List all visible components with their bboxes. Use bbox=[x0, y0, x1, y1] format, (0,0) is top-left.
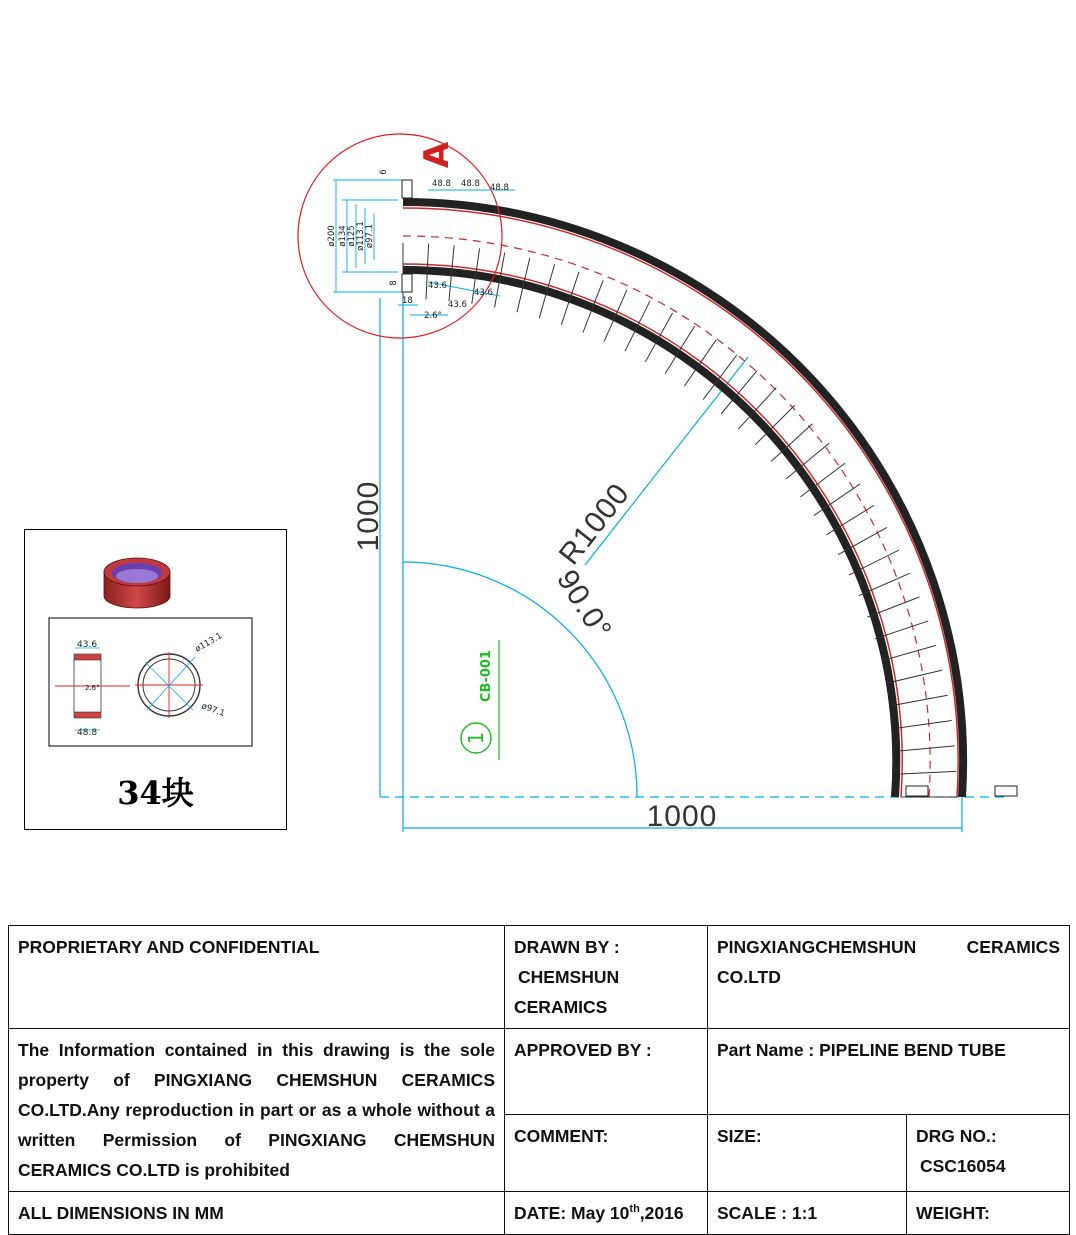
company-name-line2: CO.LTD bbox=[717, 967, 781, 987]
dim-angle-small: 2.6° bbox=[424, 311, 442, 321]
size-label: SIZE: bbox=[717, 1126, 762, 1147]
title-block bbox=[8, 925, 1070, 1235]
dim-d200: ø200 bbox=[327, 225, 337, 247]
radius-label: R1000 bbox=[552, 477, 637, 572]
part-tag-number: 1 bbox=[464, 731, 488, 745]
date-superscript: th bbox=[629, 1203, 640, 1216]
segment-inset-figure bbox=[25, 530, 288, 768]
segment-joint bbox=[899, 746, 955, 751]
dim-seg-bottom-3: 43.6 bbox=[474, 288, 493, 298]
dim-d134: ø134 bbox=[338, 225, 348, 247]
inset-dim-bottom: 48.8 bbox=[77, 728, 98, 738]
company-cell bbox=[708, 926, 1070, 1029]
dim-d97: ø97.1 bbox=[365, 223, 375, 249]
scale-cell bbox=[708, 1192, 907, 1235]
drg-no-value: CSC16054 bbox=[920, 1156, 1006, 1177]
comment-label: COMMENT: bbox=[514, 1126, 609, 1147]
dim-gap: 8 bbox=[389, 280, 399, 286]
confidential-notice: The Information contained in this drawing is the sole property of PINGXIANG CHEMSHUN CERAMICS CO.LTD.Any reproduction in part or as a whole without a written Permission of PINGXIANG CHEMSHUN CERAMICS CO.LTD is prohibited bbox=[18, 1040, 495, 1180]
detail-label: A bbox=[417, 141, 457, 169]
segment-joint bbox=[893, 695, 948, 705]
dim-offset: 18 bbox=[402, 296, 413, 306]
segment-joint bbox=[896, 720, 951, 728]
drawn-by-label: DRAWN BY : bbox=[514, 937, 620, 957]
date-prefix: DATE: May 10 bbox=[514, 1203, 630, 1223]
part-tag-code: CB-001 bbox=[479, 650, 494, 702]
comment-cell bbox=[505, 1115, 708, 1192]
ring-3d-icon bbox=[104, 558, 170, 608]
segment-count: 34块 bbox=[117, 774, 194, 812]
weight-cell bbox=[907, 1192, 1070, 1235]
vertical-dimension: 1000 bbox=[352, 480, 385, 552]
dimensions-cell bbox=[9, 1192, 505, 1235]
angle-label: 90.0° bbox=[550, 564, 619, 646]
inset-dim-angle: 2.6° bbox=[85, 684, 100, 692]
part-name-cell bbox=[708, 1029, 1070, 1115]
bend-tube bbox=[403, 202, 1017, 797]
part-tag bbox=[461, 640, 499, 760]
dim-flange-thickness: 6 bbox=[379, 169, 389, 175]
approved-by-label: APPROVED BY : bbox=[514, 1040, 652, 1060]
size-cell bbox=[708, 1115, 907, 1192]
inset-dim-inner: ø97.1 bbox=[199, 701, 227, 720]
drg-no-label: DRG NO.: bbox=[916, 1126, 997, 1147]
segment-inset bbox=[24, 529, 287, 830]
proprietary-cell bbox=[9, 926, 505, 1029]
notice-cell bbox=[9, 1029, 505, 1192]
construction-lines bbox=[380, 298, 1010, 832]
dim-d113: ø113.1 bbox=[356, 221, 366, 251]
dim-seg-top-3: 48.8 bbox=[490, 183, 509, 193]
dim-seg-bottom-2: 43.6 bbox=[448, 300, 467, 310]
proprietary-label: PROPRIETARY AND CONFIDENTIAL bbox=[18, 937, 320, 957]
part-name: Part Name : PIPELINE BEND TUBE bbox=[717, 1040, 1006, 1060]
dimensions-note: ALL DIMENSIONS IN MM bbox=[18, 1203, 224, 1223]
weight-label: WEIGHT: bbox=[916, 1203, 990, 1223]
date-cell bbox=[505, 1192, 708, 1235]
dim-d125: ø125 bbox=[347, 225, 357, 247]
segment-joint bbox=[900, 771, 956, 774]
drawn-by-cell bbox=[505, 926, 708, 1029]
company-name-line1: PINGXIANGCHEMSHUN CERAMICS bbox=[717, 937, 1060, 957]
segment-joint bbox=[888, 670, 943, 683]
approved-by-cell bbox=[505, 1029, 708, 1115]
dim-seg-top-2: 48.8 bbox=[461, 179, 480, 189]
drg-no-cell bbox=[907, 1115, 1070, 1192]
inset-dim-top: 43.6 bbox=[77, 640, 98, 650]
drawn-by-line2: CERAMICS bbox=[514, 997, 608, 1017]
inset-dim-outer: ø113.1 bbox=[193, 631, 225, 655]
horizontal-dimension: 1000 bbox=[646, 800, 718, 833]
dim-seg-bottom-1: 43.6 bbox=[428, 281, 447, 291]
drawn-by-line1: CHEMSHUN bbox=[518, 967, 620, 987]
dim-seg-top-1: 48.8 bbox=[432, 179, 451, 189]
scale-label: SCALE : 1:1 bbox=[717, 1203, 818, 1223]
date-suffix: ,2016 bbox=[639, 1203, 684, 1223]
